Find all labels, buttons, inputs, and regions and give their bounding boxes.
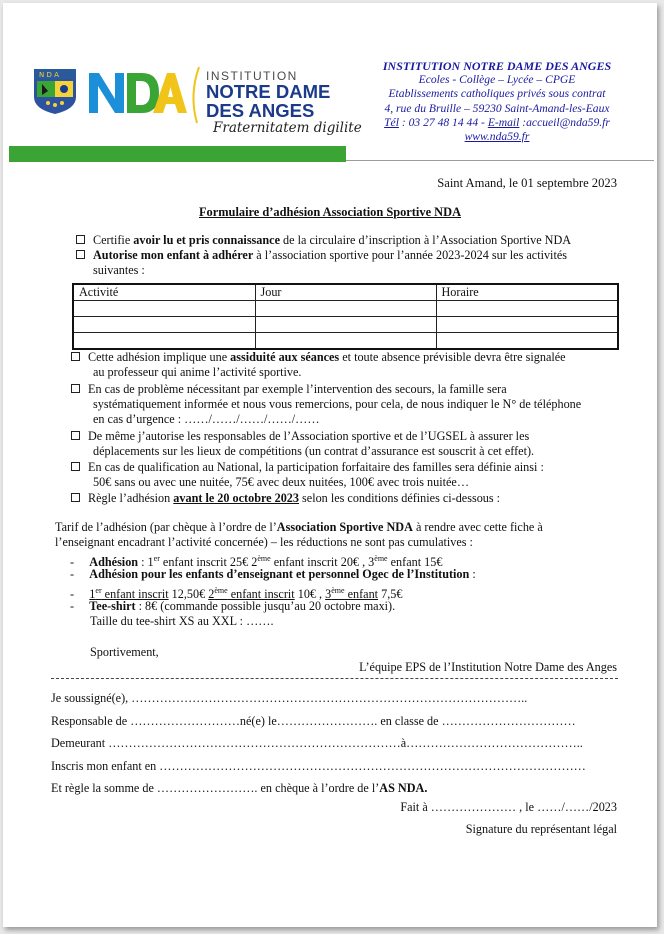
contact-phone-email xyxy=(372,116,622,130)
tarif-intro-cont: l’enseignant encadrant l’activité concernée) – les réductions ne sont pas cumulatives : xyxy=(55,535,473,549)
email-label[interactable]: E-mail xyxy=(487,115,520,129)
form-place-date-field[interactable]: Fait à ………………… , le ……/……/2023 xyxy=(400,800,617,814)
contact-address: 4, rue du Bruille – 59230 Saint-Amand-les-Eaux xyxy=(384,101,610,115)
checkbox[interactable] xyxy=(76,235,85,244)
checkbox[interactable] xyxy=(71,352,80,361)
logo-institution-word: INSTITUTION xyxy=(206,69,298,83)
tarif-adhesion: - Adhésion : 1er enfant inscrit 25€ 2ème enfant inscrit 20€ , 3ème enfant 15€ xyxy=(70,554,443,570)
table-row xyxy=(73,317,618,333)
tarif-staff-prices: - 1er enfant inscrit 12,50€ 2ème enfant inscrit 10€ , 3ème enfant 7,5€ xyxy=(70,586,403,602)
email-value[interactable]: :accueil@nda59.fr xyxy=(519,115,610,129)
form-enroll-field[interactable]: Inscris mon enfant en …………………………………………………………………………………………… xyxy=(51,759,586,773)
intro-authorize-cont: suivantes : xyxy=(93,263,145,277)
form-payment-field[interactable]: Et règle la somme de ……………………. en chèque à l’ordre de l’AS NDA. xyxy=(51,781,428,795)
form-responsible-field[interactable]: Responsable de ………………………né(e) le……………………. en classe de …………………………… xyxy=(51,714,576,728)
school-crest-logo xyxy=(34,69,76,114)
checkbox[interactable] xyxy=(71,384,80,393)
nda-logo-mark xyxy=(87,67,187,117)
activity-table xyxy=(72,283,619,350)
checkbox[interactable] xyxy=(71,493,80,502)
intro-certify: Certifie avoir lu et pris connaissance de la circulaire d’inscription à l’Association Sportive NDA xyxy=(76,233,571,248)
contact-status: Etablissements catholiques privés sous contrat xyxy=(388,87,606,101)
condition-assiduity: Cette adhésion implique une assiduité aux séances et toute absence prévisible devra être signalée xyxy=(71,350,566,365)
contact-block xyxy=(372,59,622,144)
legal-signature-label: Signature du représentant légal xyxy=(465,822,617,836)
condition-assiduity-cont: au professeur qui anime l’activité sportive. xyxy=(93,365,302,379)
emergency-phone-field[interactable]: en cas d’urgence : ……/……/……/……/…… xyxy=(93,412,320,426)
svg-text:N D A: N D A xyxy=(39,71,59,79)
teeshirt-size-field[interactable]: Taille du tee-shirt XS au XXL : ……. xyxy=(90,614,274,628)
tarif-staff: - Adhésion pour les enfants d’enseignant et personnel Ogec de l’Institution : xyxy=(70,567,476,581)
school-motto: Fraternitatem digilite xyxy=(213,120,362,136)
date-line: Saint Amand, le 01 septembre 2023 xyxy=(437,176,617,190)
tel-label: Tél xyxy=(384,115,399,129)
logo-institution-name: NOTRE DAME DES ANGES xyxy=(206,81,331,121)
contact-title: INSTITUTION NOTRE DAME DES ANGES xyxy=(382,59,612,73)
intro-authorize: Autorise mon enfant à adhérer à l’association sportive pour l’année 2023-2024 sur les activités xyxy=(76,248,567,263)
tel-value: : 03 27 48 14 44 - xyxy=(398,115,488,129)
condition-payment: Règle l’adhésion avant le 20 octobre 2023 selon les conditions définies ci-dessous : xyxy=(71,491,500,506)
condition-emergency-cont: systématiquement informée et nous vous remercions, pour cela, de nous indiquer le N° de téléphone xyxy=(93,397,582,411)
table-header-day: Jour xyxy=(255,284,436,301)
document-page xyxy=(3,3,657,927)
logo-divider-arc xyxy=(187,65,203,125)
table-row xyxy=(73,301,618,317)
checkbox[interactable] xyxy=(71,462,80,471)
condition-national-cont: 50€ sans ou avec une nuitée, 75€ avec deux nuitées, 100€ avec trois nuitée… xyxy=(93,475,470,489)
header-rule xyxy=(346,160,654,161)
form-address-field[interactable]: Demeurant ………………………………………………………………à…………………………………….. xyxy=(51,736,583,750)
tarif-intro: Tarif de l’adhésion (par chèque à l’ordre de l’Association Sportive NDA à rendre avec cette fiche à xyxy=(55,520,543,534)
condition-emergency: En cas de problème nécessitant par exemple l’intervention des secours, la famille sera xyxy=(71,382,507,397)
closing: Sportivement, xyxy=(90,645,159,659)
website-link[interactable]: www.nda59.fr xyxy=(464,130,530,144)
signature-team: L’équipe EPS de l’Institution Notre Dame des Anges xyxy=(359,660,617,674)
checkbox[interactable] xyxy=(71,431,80,440)
cut-line xyxy=(51,678,618,679)
tarif-teeshirt: - Tee-shirt : 8€ (commande possible jusqu’au 20 octobre maxi). xyxy=(70,599,396,613)
table-row xyxy=(73,333,618,349)
checkbox[interactable] xyxy=(76,250,85,259)
form-title: Formulaire d’adhésion Association Sportive NDA xyxy=(198,205,462,219)
table-header-activity: Activité xyxy=(73,284,255,301)
condition-transport-cont: déplacements sur les lieux de compétitions (un contrat d’assurance est souscrit à cet effet). xyxy=(93,444,535,458)
green-banner-bar xyxy=(9,146,346,162)
table-header-time: Horaire xyxy=(436,284,618,301)
contact-levels: Ecoles - Collège – Lycée – CPGE xyxy=(418,73,576,87)
condition-transport: De même j’autorise les responsables de l’Association sportive et de l’UGSEL à assurer les xyxy=(71,429,529,444)
form-name-field[interactable]: Je soussigné(e), …………………………………………………………………………………….. xyxy=(51,691,528,705)
condition-national: En cas de qualification au National, la participation forfaitaire des familles sera définie ainsi : xyxy=(71,460,544,475)
